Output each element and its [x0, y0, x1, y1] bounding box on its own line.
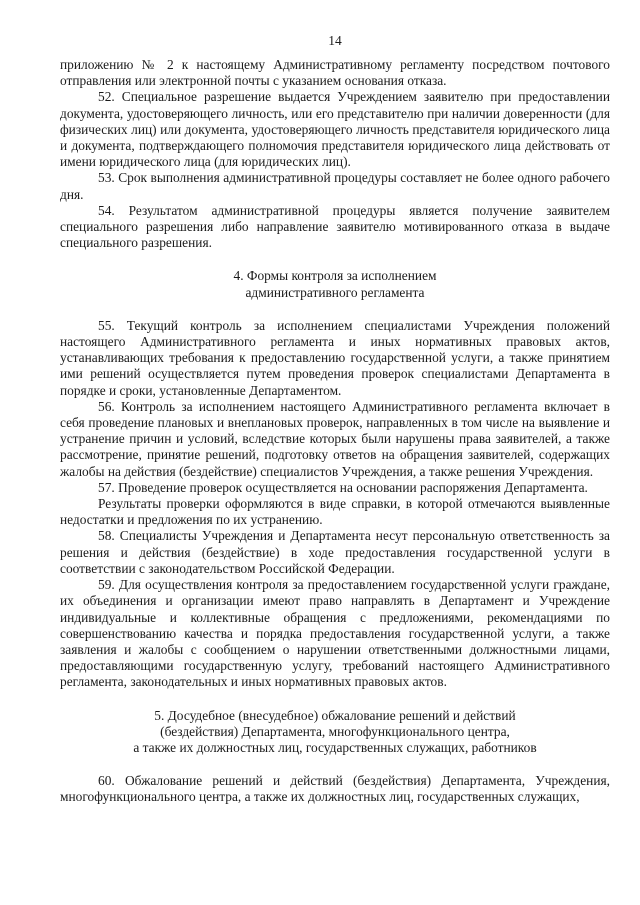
paragraph-55: 55. Текущий контроль за исполнением специалистами Учреждения положений настоящего Административного регламента и иных нормативных правовых актов, устанавливающих требования к предоставлению государственной услуги, а также принятием ими решений осуществляется путем проведения проверок специалистами Департамента в порядке и сроки, установленные Департаментом.: [60, 317, 610, 398]
paragraph-57-results: Результаты проверки оформляются в виде справки, в которой отмечаются выявленные недостатки и предложения по их устранению.: [60, 496, 610, 528]
section-heading-5-line-2: (бездействия) Департамента, многофункционального центра,: [160, 723, 510, 739]
paragraph-56: 56. Контроль за исполнением настоящего Административного регламента включает в себя проведение плановых и внеплановых проверок, направленных в том числе на выявление и устранение причин и условий, вследствие которых были нарушены права заявителей, а также рассмотрение, принятие решений, подготовку ответов на обращения заявителей, содержащих жалобы на действия (бездействие) специалистов Учреждения, а также решения Учреждения.: [60, 398, 610, 479]
section-heading-4: [60, 268, 610, 300]
section-heading-4-line-1: 4. Формы контроля за исполнением: [233, 268, 437, 284]
paragraph-continuation: приложению № 2 к настоящему Административному регламенту посредством почтового отправления или электронной почты с указанием основания отказа.: [60, 57, 610, 89]
document-body: [60, 57, 610, 806]
section-heading-4-line-2: административного регламента: [245, 284, 425, 300]
paragraph-58: 58. Специалисты Учреждения и Департамента несут персональную ответственность за решения и действия (бездействие) в ходе предоставления государственной услуги в соответствии с законодательством Российской Федерации.: [60, 528, 610, 576]
paragraph-54: 54. Результатом административной процедуры является получение заявителем специального разрешения либо направление заявителю мотивированного отказа в выдаче специального разрешения.: [60, 202, 610, 251]
paragraph-52: 52. Специальное разрешение выдается Учреждением заявителю при предоставлении документа, удостоверяющего личность, или его представителю при наличии доверенности (для физических лиц) или документа, удостоверяющего личность представителя юридического лица и документа, подтверждающего полномочия представителя юридического лица действовать от имени юридического лица (для юридических лиц).: [60, 89, 610, 170]
section-heading-5-line-3: а также их должностных лиц, государственных служащих, работников: [133, 739, 537, 755]
section-heading-5: [60, 708, 610, 757]
page-number: 14: [328, 33, 342, 48]
paragraph-53: 53. Срок выполнения административной процедуры составляет не более одного рабочего дня.: [60, 170, 610, 202]
section-heading-5-line-1: 5. Досудебное (внесудебное) обжалование решений и действий: [154, 707, 516, 723]
paragraph-59: 59. Для осуществления контроля за предоставлением государственной услуги граждане, их объединения и организации имеют право направлять в Департамент и Учреждение индивидуальные и коллективные обращения с предложениями, рекомендациями по совершенствованию качества и порядка предоставления государственной услуги, а также заявления и жалобы с сообщением о нарушении ответственными должностными лицами, предоставляющими государственную услугу, требований настоящего Административного регламента, законодательных и иных нормативных правовых актов.: [60, 577, 610, 690]
paragraph-57: 57. Проведение проверок осуществляется на основании распоряжения Департамента.: [98, 479, 588, 495]
paragraph-60: 60. Обжалование решений и действий (бездействия) Департамента, Учреждения, многофункционального центра, а также их должностных лиц, государственных служащих,: [60, 773, 610, 805]
